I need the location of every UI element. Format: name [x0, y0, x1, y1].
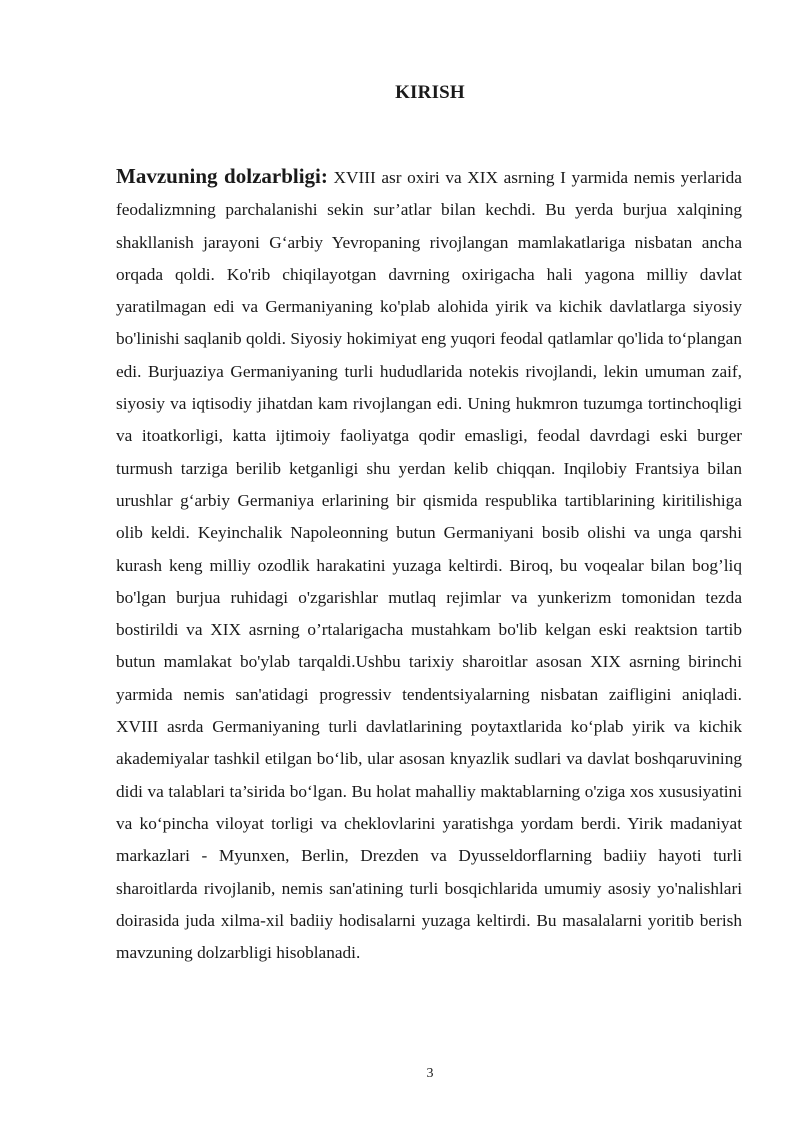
lead-label: Mavzuning dolzarbligi: — [116, 164, 328, 188]
page-title: KIRISH — [395, 82, 465, 103]
body-paragraph — [116, 160, 742, 969]
page-number: 3 — [426, 1066, 434, 1081]
paragraph-text: XVIII asr oxiri va XIX asrning I yarmida nemis yerlarida feodalizmning parchalanishi sekin sur’atlar bilan kechdi. Bu yerda burjua xalqining shakllanish jarayoni G‘arbiy Yevropaning rivojlangan mamlakatlariga nisbatan ancha orqada qoldi. Ko'rib chiqilayotgan davrning oxirigacha hali yagona milliy davlat yaratilmagan edi va Germaniyaning ko'plab alohida yirik va kichik davlatlarga siyosiy bo'linishi saqlanib qoldi. Siyosiy hokimiyat eng yuqori feodal qatlamlar qo'lida to‘plangan edi. Burjuaziya Germaniyaning turli hududlarida notekis rivojlandi, lekin umuman zaif, siyosiy va iqtisodiy jihatdan kam rivojlangan edi. Uning hukmron tuzumga tortinchoqligi va itoatkorligi, katta ijtimoiy faoliyatga qodir emasligi, feodal davrdagi eski burger turmush tarziga berilib ketganligi shu yerdan kelib chiqqan. Inqilobiy Frantsiya bilan urushlar g‘arbiy Germaniya erlarining bir qismida respublika tartiblarining kiritilishiga olib keldi. Keyinchalik Napoleonning butun Germaniyani bosib olishi va unga qarshi kurash keng milliy ozodlik harakatini yuzaga keltirdi. Biroq, bu voqealar bilan bog’liq bo'lgan burjua ruhidagi o'zgarishlar mutlaq rejimlar va yunkerizm tomonidan tezda bostirildi va XIX asrning o’rtalarigacha mustahkam bo'lib kelgan eski reaktsion tartib butun mamlakat bo'ylab tarqaldi.Ushbu tarixiy sharoitlar asosan XIX asrning birinchi yarmida nemis san'atidagi progressiv tendentsiyalarning nisbatan zaifligini aniqladi. XVIII asrda Germaniyaning turli davlatlarining poytaxtlarida ko‘plab yirik va kichik akademiyalar tashkil etilgan bo‘lib, ular asosan knyazlik sudlari va davlat boshqaruvining didi va talablari ta’sirida bo‘lgan. Bu holat mahalliy maktablarning o'ziga xos xususiyatini va ko‘pincha viloyat torligi va cheklovlarini yaratishga yordam berdi. Yirik madaniyat markazlari - Myunxen, Berlin, Drezden va Dyusseldorflarning badiiy hayoti turli sharoitlarda rivojlanib, nemis san'atining turli bosqichlarida umumiy asosiy yo'nalishlari doirasida juda xilma-xil badiiy hodisalarni yuzaga keltirdi. Bu masalalarni yoritib berish mavzuning dolzarbligi hisoblanadi. — [116, 168, 742, 963]
